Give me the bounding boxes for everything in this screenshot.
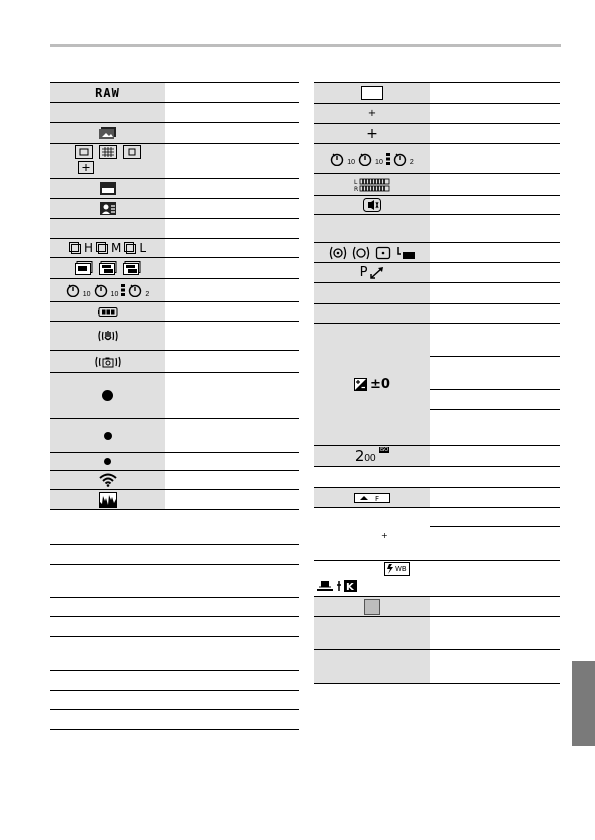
blank-icon-cell <box>50 671 165 690</box>
table-row <box>314 508 560 561</box>
self-timer-icons: 10 10 2 <box>50 279 165 301</box>
4k-burst-ss-icon <box>99 261 117 275</box>
aspect-ratio-icon <box>50 179 165 198</box>
header-rule <box>50 44 561 47</box>
picture-size-m-icon <box>96 242 108 254</box>
self-timer-2-icon <box>128 283 142 297</box>
blank-icon-cell <box>314 283 430 303</box>
right-icon-table <box>314 82 560 684</box>
audio-level-meter-icon <box>314 174 430 195</box>
iso-icon: 2 00 ISO <box>314 446 430 466</box>
stabilizer-off-icon <box>50 322 165 350</box>
table-row <box>314 174 560 196</box>
table-row <box>314 283 560 304</box>
table-row <box>50 239 299 258</box>
self-timer-2-icon <box>393 152 407 166</box>
svg-text:L: L <box>354 178 358 186</box>
blank-icon-cell <box>50 691 165 709</box>
large-record-dot-icon <box>50 373 165 418</box>
picture-size-l-icon <box>124 242 136 254</box>
af-area-frame-icon <box>314 83 430 103</box>
table-row <box>50 351 299 373</box>
center-weighted-icon <box>352 246 370 260</box>
blank-icon-cell <box>50 565 165 597</box>
table-row <box>314 304 560 324</box>
exposure-value: ±0 <box>370 377 390 392</box>
wifi-icon <box>50 471 165 489</box>
table-row <box>50 471 299 490</box>
table-row <box>314 650 560 684</box>
blank-icon-cell <box>50 598 165 616</box>
highlight-weighted-icon <box>396 246 416 260</box>
table-row <box>50 710 299 730</box>
table-row <box>50 179 299 199</box>
blank-icon-cell <box>50 510 165 544</box>
table-row <box>50 279 299 302</box>
photo-style-icon <box>50 123 165 143</box>
flash-wb-icons <box>314 561 430 596</box>
multi-af-icon <box>99 145 117 159</box>
table-row <box>314 83 560 104</box>
svg-text:K: K <box>346 582 354 593</box>
table-row <box>314 124 560 144</box>
table-row <box>314 488 560 508</box>
table-row <box>314 243 560 263</box>
gray-square-icon <box>314 597 430 616</box>
table-row <box>50 671 299 691</box>
flash-wb-icon <box>384 562 410 576</box>
4k-pre-burst-icon <box>123 261 141 275</box>
af-label: F <box>375 494 380 503</box>
medium-record-dot-icon <box>50 419 165 452</box>
picture-size-icons: H M L <box>50 239 165 257</box>
histogram-icon <box>50 490 165 509</box>
blank-icon-cell <box>50 617 165 636</box>
multi-metering-icon <box>329 246 347 260</box>
table-row <box>50 302 299 322</box>
table-row <box>50 219 299 239</box>
blank-icon-cell <box>314 650 430 683</box>
shake-alert-icon <box>50 351 165 372</box>
metering-mode-icons <box>314 243 430 262</box>
spot-metering-icon <box>375 246 391 260</box>
blank-icon-cell <box>314 304 430 323</box>
table-row <box>50 510 299 545</box>
self-timer-10-3-icon <box>358 152 372 166</box>
table-row <box>314 561 560 597</box>
raw-icon: RAW <box>50 83 165 102</box>
tiny-plus-icon: + <box>381 531 388 540</box>
table-row <box>50 490 299 510</box>
blank-icon-cell <box>314 467 430 487</box>
svg-text:R: R <box>354 185 359 192</box>
table-row <box>314 263 560 283</box>
table-row <box>50 545 299 565</box>
table-row <box>50 322 299 351</box>
table-row <box>50 419 299 453</box>
table-row <box>50 565 299 598</box>
crosshair-icon: + <box>314 124 430 143</box>
af-adjust-icon <box>314 488 430 507</box>
table-row <box>50 637 299 671</box>
small-crosshair-icon: + <box>314 104 430 123</box>
4k-photo-icons <box>50 258 165 278</box>
blank-icon-cell <box>314 617 430 649</box>
table-row <box>314 196 560 215</box>
table-row <box>50 103 299 123</box>
4k-burst-icon <box>75 261 93 275</box>
self-timer-10-icon <box>66 283 80 297</box>
left-icon-table <box>50 82 299 730</box>
table-row <box>314 104 560 124</box>
triple-bar-icon <box>121 284 125 296</box>
table-row <box>50 199 299 219</box>
pinpoint-icon <box>78 161 94 174</box>
table-row <box>50 617 299 637</box>
table-row <box>50 144 299 179</box>
blank-icon-cell <box>50 103 165 122</box>
table-row <box>314 597 560 617</box>
triple-bar-icon <box>386 153 390 165</box>
custom-multi-icon <box>123 145 141 159</box>
blank-icon-cell <box>50 637 165 670</box>
face-detect-icon <box>75 145 93 159</box>
table-row <box>50 453 299 471</box>
kelvin-wb-icon <box>336 579 358 593</box>
blank-icon-cell <box>50 219 165 238</box>
self-timer-icons: 10 10 2 <box>314 144 430 173</box>
table-row <box>50 691 299 710</box>
self-timer-10-3-icon <box>94 283 108 297</box>
table-row <box>50 373 299 419</box>
chapter-side-tab <box>572 661 595 746</box>
table-row <box>314 617 560 650</box>
picture-size-h-icon <box>69 242 81 254</box>
small-record-dot-icon <box>50 453 165 470</box>
silent-mode-icon <box>314 196 430 214</box>
table-row <box>314 144 560 174</box>
svg-text:WB: WB <box>395 565 407 573</box>
battery-icon <box>50 302 165 321</box>
table-row <box>50 258 299 279</box>
blank-icon-cell <box>50 710 165 729</box>
self-timer-10-icon <box>330 152 344 166</box>
table-row <box>314 215 560 243</box>
table-row <box>50 598 299 617</box>
iso-badge: ISO <box>379 447 389 453</box>
table-row <box>314 467 560 488</box>
blank-icon-cell <box>50 545 165 564</box>
table-row <box>314 446 560 467</box>
table-row <box>314 324 560 446</box>
face-recognition-icon <box>50 199 165 218</box>
blank-icon-cell <box>314 215 430 242</box>
table-row <box>50 83 299 103</box>
shade-wb-icon <box>316 579 334 593</box>
program-shift-icon: P <box>314 263 430 282</box>
exposure-compensation-icon <box>314 324 430 445</box>
table-row <box>50 123 299 144</box>
af-mode-icons <box>50 144 165 178</box>
